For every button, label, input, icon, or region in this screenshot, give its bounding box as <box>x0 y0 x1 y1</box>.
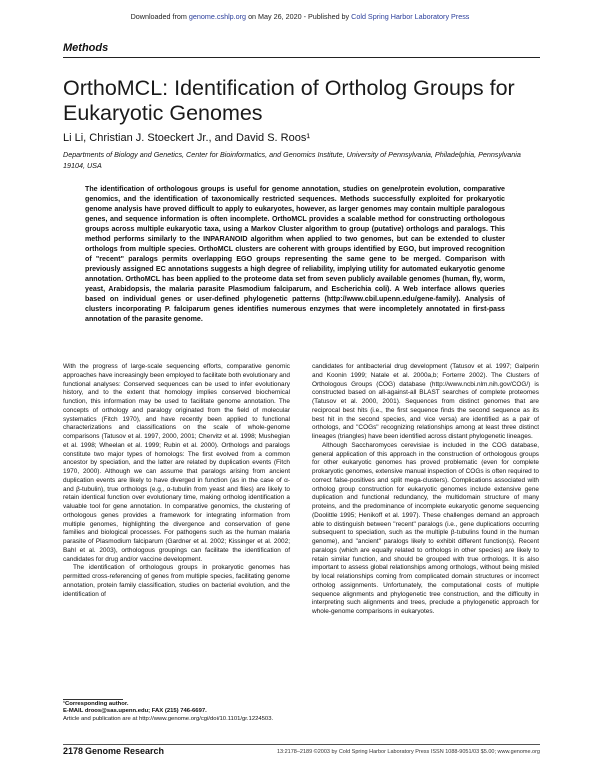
download-banner <box>0 12 600 21</box>
footnote-email: E-MAIL droos@sas.upenn.edu; FAX (215) 746-6697. <box>63 708 207 715</box>
footnote-label: ¹Corresponding author. <box>63 701 129 707</box>
paragraph: The identification of orthologous groups in prokaryotic genomes has permitted cross-referencing of genes from multiple species, facilitating genome annotation, protein family classification, studies on bacterial evolution, and the identification of <box>63 564 290 598</box>
footnote-divider <box>63 699 123 700</box>
banner-prefix: Downloaded from <box>130 12 187 21</box>
body-column-left <box>63 363 290 599</box>
page-number: 2178 <box>63 746 84 756</box>
banner-middle: on May 26, 2020 - Published by <box>248 12 350 21</box>
journal-name: Genome Research <box>85 746 165 756</box>
publisher-link[interactable]: Cold Spring Harbor Laboratory Press <box>351 12 470 21</box>
site-link[interactable]: genome.cshlp.org <box>188 12 247 21</box>
abstract: The identification of orthologous groups is useful for genome annotation, studies on gene/protein evolution, comparative genomics, and the identification of taxonomically restricted sequences. Methods successfully exploited for prokaryotic genome analysis have proved difficult to apply to eukaryotes, however, as larger genomes may contain multiple paralogous genes, and sequence information is often incomplete. OrthoMCL provides a scalable method for constructing orthologous groups across multiple eukaryotic taxa, using a Markov Cluster algorithm to group (putative) orthologs and paralogs. This method performs similarly to the INPARANOID algorithm when applied to two genomes, but can be extended to cluster orthologs from multiple species. OrthoMCL clusters are coherent with groups identified by EGO, but improved recognition of "recent" paralogs permits overlapping EGO groups representing the same gene to be merged. Comparison with previously assigned EC annotations suggests a high degree of reliability, implying utility for automated eukaryotic genome annotation. OrthoMCL has been applied to the proteome data set from seven publicly available genomes (human, fly, worm, yeast, Arabidopsis, the malaria parasite Plasmodium falciparum, and Escherichia coli). A Web interface allows queries based on individual genes or user-defined phylogenetic patterns (http://www.cbil.upenn.edu/gene-family). Analysis of clusters incorporating P. falciparum genes identifies numerous enzymes that were incompletely annotated in first-pass annotation of the parasite genome. <box>85 185 505 323</box>
copyright-line: 13:2178–2189 ©2003 by Cold Spring Harbor Laboratory Press ISSN 1088-9051/03 $5.00; www.genome.org <box>276 749 540 755</box>
header-divider <box>63 57 540 58</box>
paragraph: Although Saccharomyces cerevisiae is included in the COG database, general application of this approach in the construction of orthologous groups for other eukaryotic genomes has proved problematic (even for complete prokaryotic genomes, extensive manual inspection of COGs is often required to correct false-positives and split mega-clusters). Complications associated with ortholog group construction for eukaryotic genomes include extensive gene duplication and functional redundancy, the multidomain structure of many proteins, and the predominance of incomplete eukaryotic genome sequencing (Doolittle 1995; Henikoff et al. 1997). These challenges demand an approach able to distinguish between "recent" paralogs (i.e., gene duplications occurring subsequent to speciation, such as the multiple β-tubulins found in the human genome), and "ancient" paralogs likely to exhibit different function(s). Recent paralogs (which are equally related to orthologs in other species) are likely to retain similar function, and should be grouped with true orthologs. It is also important to assess global relationships among orthologs, without being misled by local relationships coming from complicated domain structures or incorrect ortholog assignments. Unfortunately, the computational costs of multiple sequence alignments and phylogenetic tree construction, and the difficulty in interpreting such alignments and trees, preclude a phylogenetic approach for whole-genome comparisons in eukaryotes. <box>312 441 539 615</box>
footnote-article: Article and publication are at http://www.genome.org/cgi/doi/10.1101/gr.1224503. <box>63 715 274 722</box>
section-label: Methods <box>63 42 109 54</box>
author-list: Li Li, Christian J. Stoeckert Jr., and David S. Roos¹ <box>63 132 310 144</box>
affiliation: Departments of Biology and Genetics, Center for Bioinformatics, and Genomics Institute, University of Pennsylvania, Philadelphia, Pennsylvania 19104, USA <box>63 150 521 170</box>
paragraph: With the progress of large-scale sequencing efforts, comparative genomic approaches have increasingly been employed to facilitate both evolutionary and functional analyses: Conserved sequences can be used to infer evolutionary history, and to the extent that homology implies conserved biochemical function, this information may be used to facilitate genome annotation. The concepts of orthology and paralogy originated from the field of molecular systematics (Fitch 1970), and have recently been applied to functional characterizations and classifications on the scale of whole-genome comparisons (Tatusov et al. 1997, 2000, 2001; Chervitz et al. 1998; Mushegian et al. 1998; Wheelan et al. 1999; Rubin et al. 2000). Orthologs and paralogs constitute two major types of homologs: The first evolved from a common ancestor by speciation, and the latter are related by duplication events (Fitch 1970, 2000). Although we can assume that paralogs arising from ancient duplication events are likely to have diverged in function (as in the case of α- and β-tubulin), true orthologs (e.g., α-tubulin from yeast and flies) are likely to retain identical function over evolutionary time, making ortholog identification a valuable tool for gene annotation. In comparative genomics, the clustering of orthologous genes provides a framework for integrating information from multiple genomes, highlighting the divergence and conservation of gene families and biological processes. For pathogens such as the human malaria parasite of Plasmodium falciparum (Gardner et al. 2002; Kissinger et al. 2002; Bahl et al. 2003), orthologous groupings can facilitate the identification of candidates for drug and/or vaccine development. <box>63 363 290 563</box>
footnote <box>63 701 290 723</box>
body-column-right <box>312 363 539 617</box>
footer-divider <box>63 744 540 745</box>
article-title: OrthoMCL: Identification of Ortholog Groups for Eukaryotic Genomes <box>63 76 515 125</box>
paragraph: candidates for antibacterial drug development (Tatusov et al. 1997; Galperin and Koonin 1999; Natale et al. 2000a,b; Forterre 2002). The Clusters of Orthologous Groups (COG) database (http://www.ncbi.nlm.nih.gov/COG/) is constructed based on all-against-all BLAST searches of complete proteomes (Tatusov et al. 2000, 2001). Sequences from distinct genomes that are reciprocal best hits (i.e., the first sequence finds the second sequence as its best hit in the second species, and vice versa) are identified as a pair of orthologs, and "COGs" recognizing relationships among at least three distinct lineages (triangles) have been identified across distant phylogenetic lineages. <box>312 363 539 440</box>
